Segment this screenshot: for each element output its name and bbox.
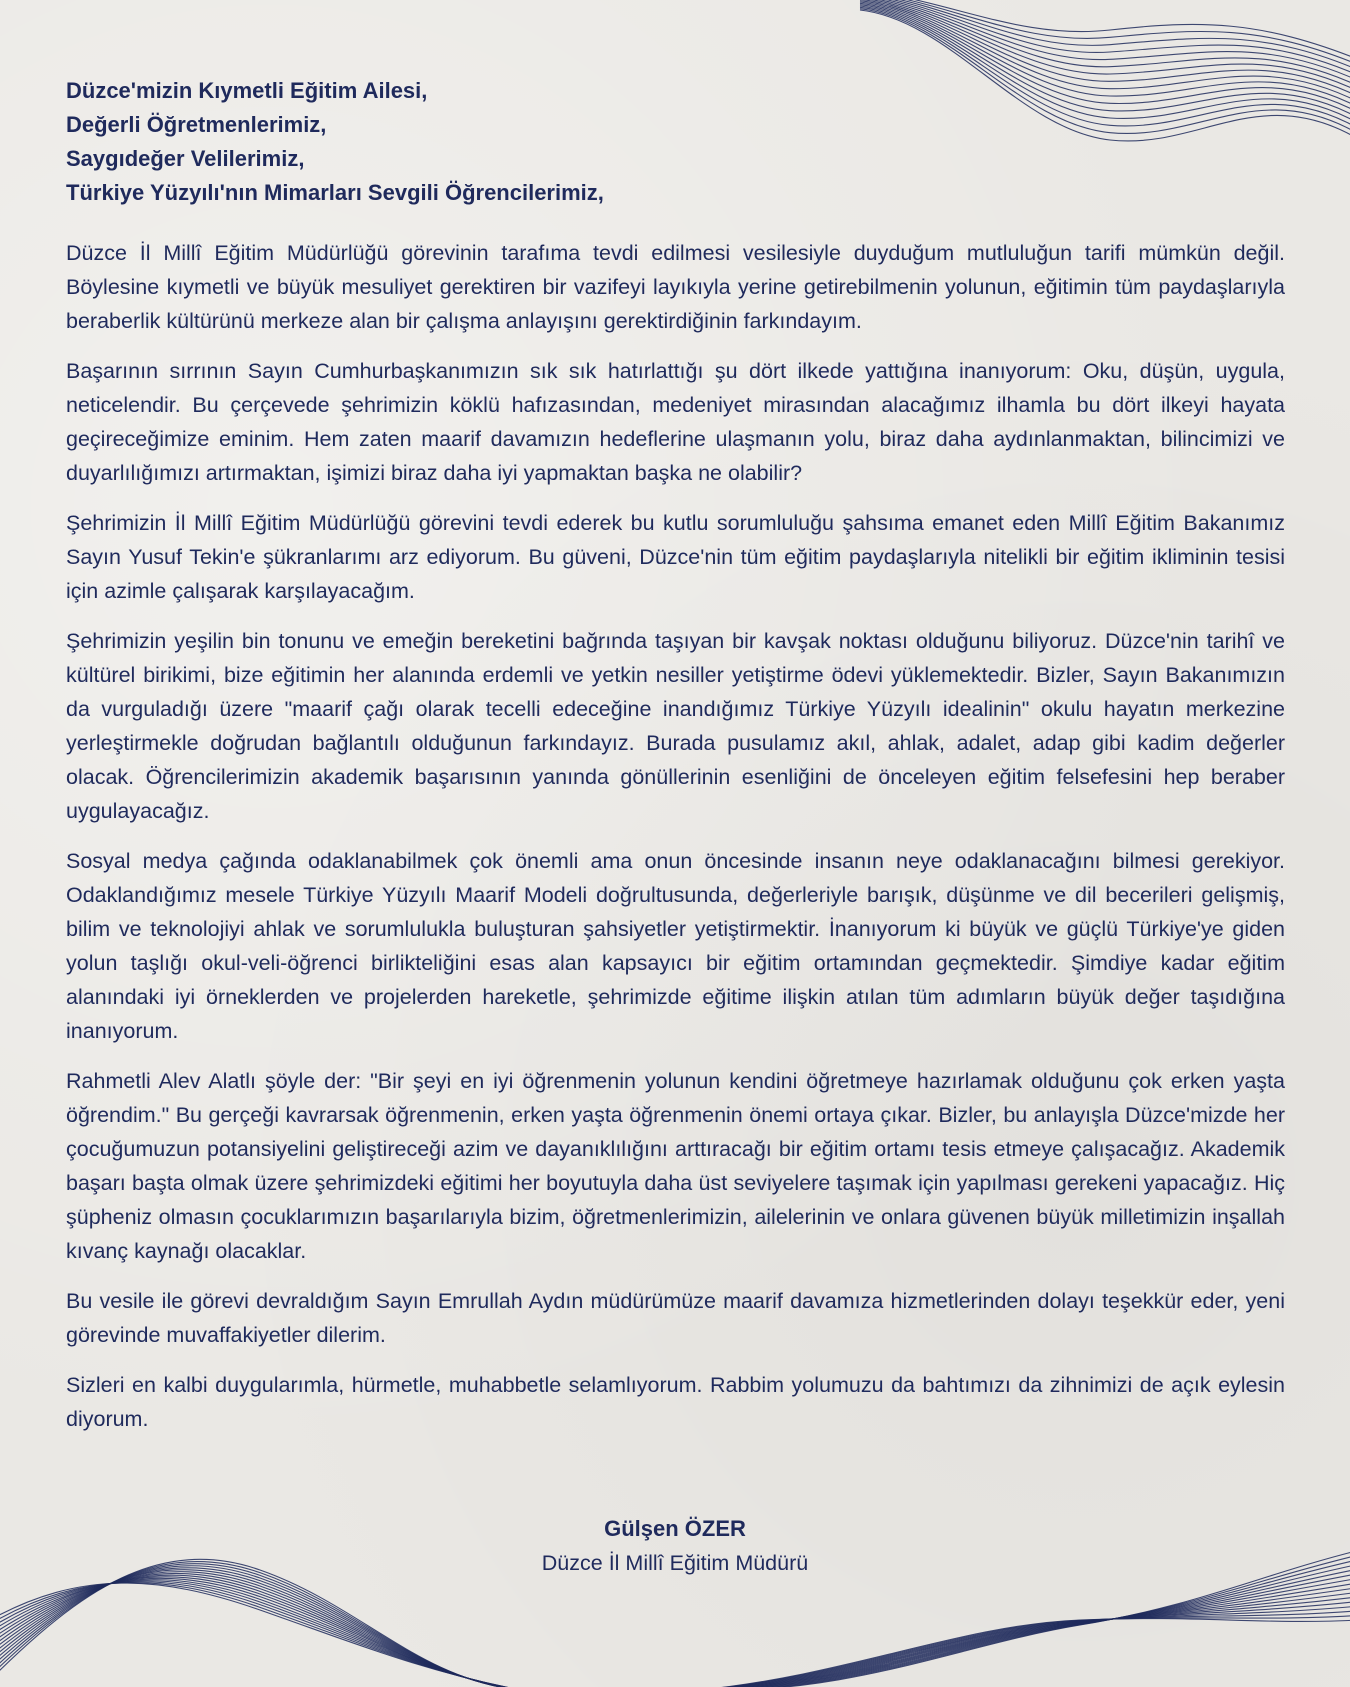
paragraph-2: Başarının sırrının Sayın Cumhurbaşkanımızın sık sık hatırlattığı şu dört ilkede yattığına inanıyorum: Oku, düşün, uygula, neticelendir. Bu çerçevede şehrimizin köklü hafızasından, medeniyet mirasından alacağımız ilhamla bu dört ilkeyi hayata geçireceğimize eminim. Hem zaten maarif davamızın hedeflerine ulaşmanın yolu, biraz daha aydınlanmaktan, bilincimizi ve duyarlılığımızı artırmaktan, işimizi biraz daha iyi yapmaktan başka ne olabilir? bbox=[66, 359, 1285, 485]
paragraph-8: Sizleri en kalbi duygularımla, hürmetle, muhabbetle selamlıyorum. Rabbim yolumuzu da bahtımızı da zihnimizi de açık eylesin diyorum. bbox=[66, 1373, 1285, 1431]
salutation-line: Düzce'mizin Kıymetli Eğitim Ailesi, bbox=[66, 78, 428, 103]
paragraph-6: Rahmetli Alev Alatlı şöyle der: "Bir şeyi en iyi öğrenmenin yolunun kendini öğretmeye hazırlamak olduğunu çok erken yaşta öğrendim." Bu gerçeği kavrarsak öğrenmenin, erken yaşta öğrenmenin önemi ortaya çıkar. Bizler, bu anlayışla Düzce'mizde her çocuğumuzun potansiyelini geliştireceği azim ve dayanıklılığını arttıracağı bir eğitim ortamı tesis etmeye çalışacağız. Akademik başarı başta olmak üzere şehrimizdeki eğitimi her boyutuyla daha üst seviyelere taşımak için yapılması gerekeni yapacağız. Hiç şüpheniz olmasın çocuklarımızın başarılarıyla bizim, öğretmenlerimizin, ailelerinin ve onlara güvenen büyük milletimizin inşallah kıvanç kaynağı olacaklar. bbox=[66, 1069, 1285, 1263]
wave-line bbox=[700, 1587, 1350, 1687]
paragraph-5: Sosyal medya çağında odaklanabilmek çok önemli ama onun öncesinde insanın neye odaklanacağını bilmesi gerekiyor. Odaklandığımız mesele Türkiye Yüzyılı Maarif Modeli doğrultusunda, değerleriyle barışık, düşünme ve dil becerileri gelişmiş, bilim ve teknolojiyi ahlak ve sorumlulukla buluşturan şahsiyetler yetiştirmektir. İnanıyorum ki büyük ve güçlü Türkiye'ye giden yolun taşlığı okul-veli-öğrenci birlikteliğini esas alan kapsayıcı bir eğitim ortamından geçmektedir. Şimdiye kadar eğitim alanındaki iyi örneklerden ve projelerden hareketle, şehrimizde eğitime ilişkin atılan tüm adımların büyük değer taşıdığına inanıyorum. bbox=[66, 849, 1285, 1043]
wave-line bbox=[700, 1601, 1350, 1687]
paragraph-4: Şehrimizin yeşilin bin tonunu ve emeğin bereketini bağrında taşıyan bir kavşak noktası olduğunu biliyoruz. Düzce'nin tarihî ve kültürel birikimi, bize eğitimin her alanında erdemli ve yetkin nesiller yetiştirme ödevi yüklemektedir. Bizler, Sayın Bakanımızın da vurguladığı üzere "maarif çağı olarak tecelli edeceğine inandığımız Türkiye Yüzyılı idealinin" okulu hayatın merkezine yerleştirmekle doğrudan bağlantılı olduğunun farkındayız. Burada pusulamız akıl, ahlak, adalet, adap gibi kadim değerler olacak. Öğrencilerimizin akademik başarısının yanında gönüllerinin esenliğini de önceleyen eğitim felsefesini hep beraber uygulayacağız. bbox=[66, 629, 1285, 823]
wave-line bbox=[860, 0, 1350, 81]
wave-line bbox=[700, 1615, 1350, 1687]
wave-line bbox=[700, 1592, 1350, 1687]
signatory-title: Düzce İl Millî Eğitim Müdürü bbox=[541, 1551, 809, 1575]
salutation-line: Saygıdeğer Velilerimiz, bbox=[66, 146, 305, 171]
letter-body bbox=[66, 74, 1285, 1452]
salutation-line: Değerli Öğretmenlerimiz, bbox=[66, 112, 327, 137]
signature-block bbox=[0, 1512, 1350, 1580]
paragraph-3: Şehrimizin İl Millî Eğitim Müdürlüğü görevini tevdi ederek bu kutlu sorumluluğu şahsıma emanet eden Millî Eğitim Bakanımız Sayın Yusuf Tekin'e şükranlarımı arz ediyorum. Bu güveni, Düzce'nin tüm eğitim paydaşlarıyla nitelikli bir eğitim ikliminin tesisi için azimle çalışarak karşılayacağım. bbox=[66, 511, 1285, 603]
salutation-line: Türkiye Yüzyılı'nın Mimarları Sevgili Öğrencilerimiz, bbox=[66, 180, 604, 205]
salutation-block bbox=[66, 74, 1285, 210]
paragraph-1: Düzce İl Millî Eğitim Müdürlüğü görevinin tarafıma tevdi edilmesi vesilesiyle duyduğum mutluluğun tarifi mümkün değil. Böylesine kıymetli ve büyük mesuliyet gerektiren bir vazifeyi layıkıyla yerine getirebilmenin yolunun, eğitimin tüm paydaşlarıyla beraberlik kültürünü merkeze alan bir çalışma anlayışını gerektirdiğinin farkındayım. bbox=[66, 241, 1285, 333]
signatory-name: Gülşen ÖZER bbox=[604, 1516, 746, 1541]
paragraph-7: Bu vesile ile görevi devraldığım Sayın Emrullah Aydın müdürümüze maarif davamıza hizmetlerinden dolayı teşekkür eder, yeni görevinde muvaffakiyetler dilerim. bbox=[66, 1289, 1285, 1347]
